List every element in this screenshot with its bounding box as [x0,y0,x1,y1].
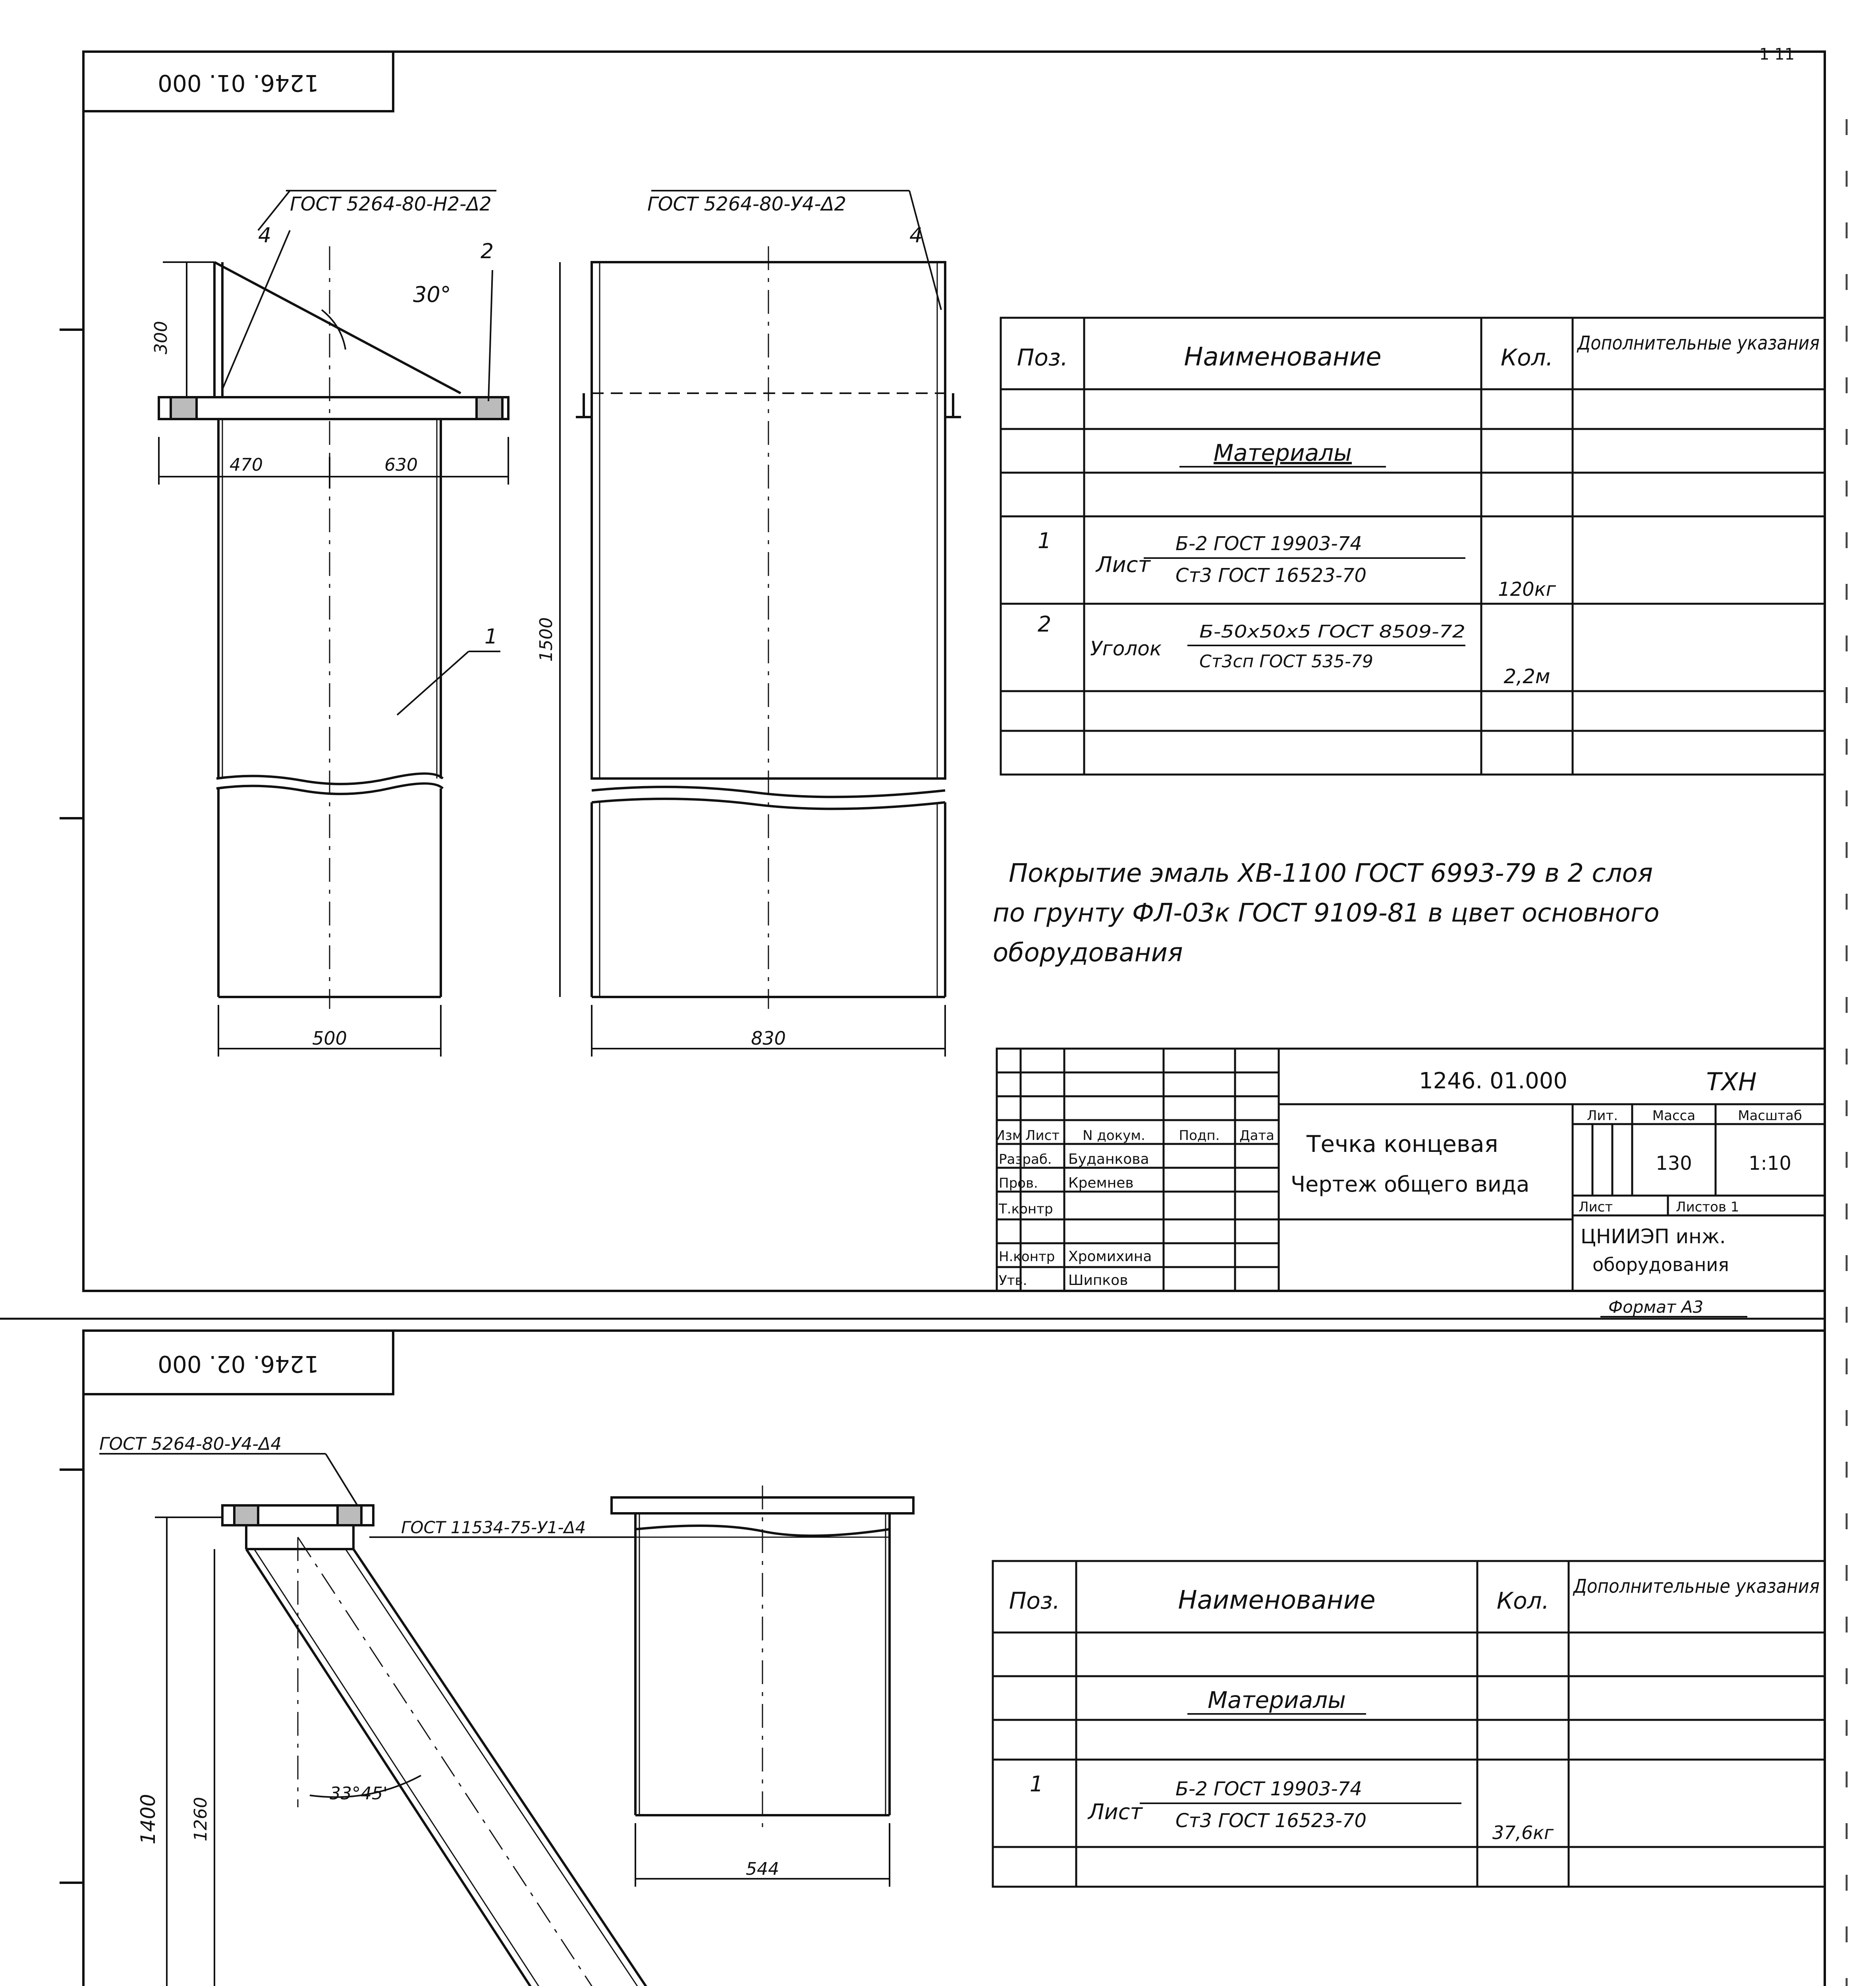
sheet-1-dim-500: 500 [312,1028,347,1049]
sheet-1-dim-1500: 1500 [536,617,556,662]
sheet-2-row1-top: Б-2 ГОСТ 19903-74 [1175,1778,1362,1800]
sheet-1-nkontr-label: Н.контр [999,1249,1055,1265]
sheet-1-lit-label: Лит. [1586,1108,1618,1124]
sheet-2-th-qty: Кол. [1496,1587,1550,1614]
sheet-1-hdr-izm: Изм [995,1128,1023,1144]
sheet-1-utv-label: Утв. [999,1273,1027,1289]
sheet-1-doc-code: 1246. 01.000 [1419,1068,1568,1094]
sheet-2-dim-1260: 1260 [191,1797,211,1841]
sheet-1-razrab: Буданкова [1068,1151,1149,1167]
sheet-1-prov-label: Пров. [999,1175,1038,1191]
sheet-1-row2-qty: 2,2м [1504,665,1550,688]
sheet-1-row1-top: Б-2 ГОСТ 19903-74 [1175,533,1362,555]
sheet-1-row2-pos: 2 [1037,612,1052,637]
page-marker: 1 11 [1759,45,1795,64]
sheet-1-org-1: ЦНИИЭП инж. [1581,1225,1726,1248]
sheet-1-mass-label: Масса [1652,1108,1696,1124]
sheet-2-th-pos: Поз. [1009,1587,1060,1614]
sheet-2-row1-bottom: Ст3 ГОСТ 16523-70 [1175,1810,1366,1832]
sheet-1-hdr-ndoc: N докум. [1083,1128,1145,1144]
sheet-2-chute-view [222,1505,699,1986]
sheet-1-row1-bottom: Ст3 ГОСТ 16523-70 [1175,564,1366,587]
sheet-1-th-qty: Кол. [1500,344,1554,371]
sheet-1-dim-470: 470 [230,455,263,475]
sheet-1-th-name: Наименование [1184,342,1382,372]
sheet-2-section: Материалы [1208,1687,1346,1714]
sheet-2-code-stamp: 1246. 02. 000 [158,1350,319,1377]
sheet-1-side-dims [560,191,945,1057]
sheet-1-tb-text [995,1067,1802,1289]
sheet-1-suffix: ТХН [1706,1067,1757,1096]
sheet-1-code-stamp: 1246. 01. 000 [158,69,319,97]
sheet-1-weld-right: ГОСТ 5264-80-У4-Δ2 [647,193,846,215]
sheet-1-mass: 130 [1656,1152,1692,1175]
sheet-1-org-2: оборудования [1592,1254,1729,1275]
sheet-1-dim-300: 300 [151,321,171,354]
sheet-1-sheets-label: Листов 1 [1676,1199,1739,1215]
sheet-2-angle-label: 33°45' [330,1783,388,1804]
sheet-2-spec-table [993,1561,1825,1887]
sheet-2-th-name: Наименование [1178,1586,1376,1615]
sheet-2-weld-mid: ГОСТ 11534-75-У1-Δ4 [401,1518,586,1537]
sheet-1-row1-type: Лист [1096,552,1150,577]
sheet-1-hdr-list: Лист [1025,1128,1060,1144]
sheet-1-razrab-label: Разраб. [999,1151,1052,1167]
sheet-2-row1-pos: 1 [1029,1772,1044,1797]
sheet-1-th-pos: Поз. [1017,344,1068,371]
sheet-1-pos-2: 2 [481,240,494,263]
sheet-1-title-2: Чертеж общего вида [1291,1172,1530,1197]
sheet-1-dim-830: 830 [751,1028,786,1049]
sheet-1-hdr-data: Дата [1239,1128,1275,1144]
sheet-1-hdr-podp: Подп. [1179,1128,1220,1144]
sheet-1-row2-top: Б-50x50x5 ГОСТ 8509-72 [1199,622,1465,642]
sheet-1-format: Формат А3 [1608,1297,1704,1317]
sheet-1-front-view [159,246,508,1009]
sheet-1-row2-type: Уголок [1090,637,1162,660]
sheet-1-utv: Шипков [1068,1272,1128,1289]
sheet-1-title-1: Течка концевая [1307,1130,1498,1157]
sheet-1-pos-1: 1 [484,625,498,649]
sheet-1-weld-left: ГОСТ 5264-80-Н2-Δ2 [290,193,492,215]
sheet-2-row1-type: Лист [1088,1799,1143,1824]
sheet-1-dim-630: 630 [384,455,418,475]
sheet-2-row1-qty: 37,6кг [1492,1822,1554,1843]
sheet-2-side-view [612,1486,913,1827]
sheet-2-weld-top: ГОСТ 5264-80-У4-Δ4 [99,1434,282,1454]
sheet-1-sheet-label: Лист [1579,1199,1613,1215]
sheet-1-row1-qty: 120кг [1498,578,1556,601]
sheet-1-note-2: по грунту ФЛ-03к ГОСТ 9109-81 в цвет основного [993,898,1660,928]
sheet-1 [83,52,1825,1317]
sheet-1-row2-bottom: Ст3сп ГОСТ 535-79 [1199,651,1373,672]
sheet-1-scale-label: Масштаб [1738,1108,1802,1124]
binding-marks [60,330,83,1986]
sheet-1-section: Материалы [1214,439,1352,466]
sheet-1-front-dims [159,191,508,1057]
sheet-2 [83,1331,1825,1986]
sheet-1-th-extra: Дополнительные указания [1577,332,1820,354]
sheet-1-side-view [576,246,961,1009]
sheet-1-row1-pos: 1 [1037,528,1052,553]
sheet-1-prov: Кремнев [1068,1175,1134,1191]
sheet-1-angle-label: 30° [413,282,451,307]
sheet-1-pos-4-right: 4 [909,224,923,247]
sheet-1-note-1: Покрытие эмаль ХВ-1100 ГОСТ 6993-79 в 2 слоя [1009,859,1653,888]
sheet-2-dim-544: 544 [746,1859,779,1879]
sheet-1-pos-4-left: 4 [258,224,272,247]
sheet-1-nkontr: Хромихина [1068,1248,1152,1265]
sheet-1-spec-table [1001,318,1825,775]
sheet-2-dim-1400: 1400 [137,1794,160,1845]
sheet-1-scale: 1:10 [1749,1152,1791,1175]
sheet-1-tkontr-label: Т.контр [999,1201,1053,1217]
sheet-2-th-extra: Дополнительные указания [1573,1575,1820,1598]
sheet-1-note-3: оборудования [993,938,1183,968]
